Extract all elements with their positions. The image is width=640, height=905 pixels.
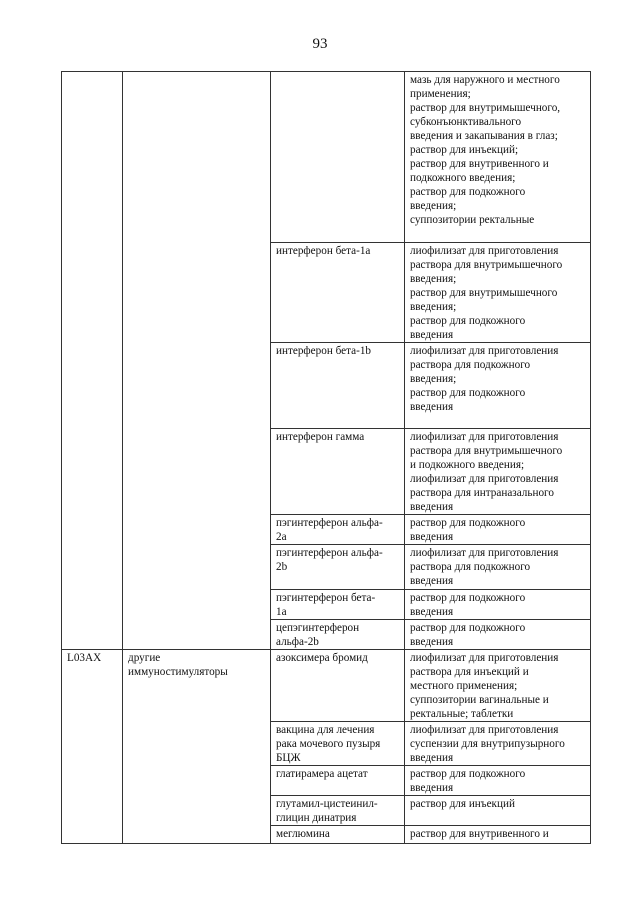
dosage-form-line: раствор для подкожного xyxy=(410,768,526,780)
dosage-form-line: раствора для интраназального xyxy=(410,487,554,499)
dosage-form-cell xyxy=(405,826,591,844)
table-row xyxy=(62,72,591,243)
dosage-form-cell xyxy=(405,766,591,796)
dosage-form-line: лиофилизат для приготовления xyxy=(410,547,559,559)
drug-name-line: пэгинтерферон бета- xyxy=(276,592,376,604)
drug-name-cell xyxy=(271,343,405,429)
drug-name-cell xyxy=(271,590,405,620)
dosage-form-line: раствор для подкожного xyxy=(410,186,526,198)
dosage-form-line: введения и закапывания в глаз; xyxy=(410,130,558,142)
dosage-form-line: введения xyxy=(410,575,454,587)
dosage-form-line: раствор для подкожного xyxy=(410,622,526,634)
drug-name-cell xyxy=(271,243,405,343)
dosage-form-line: раствора для подкожного xyxy=(410,561,531,573)
dosage-form-line: введения; xyxy=(410,200,457,212)
drug-name-line: интерферон гамма xyxy=(276,431,365,443)
group-name-line: иммуностимуляторы xyxy=(128,666,228,678)
dosage-form-line: введения; xyxy=(410,273,457,285)
group-name-line: другие xyxy=(128,652,161,664)
drug-name-line: вакцина для лечения xyxy=(276,724,375,736)
dosage-form-line: раствор для инъекций xyxy=(410,798,515,810)
dosage-form-line: лиофилизат для приготовления xyxy=(410,724,559,736)
drug-name-line: азоксимера бромид xyxy=(276,652,368,664)
dosage-form-cell xyxy=(405,796,591,826)
drug-name-line: 2a xyxy=(276,531,287,543)
dosage-form-line: лиофилизат для приготовления xyxy=(410,473,559,485)
drug-name-cell xyxy=(271,796,405,826)
dosage-form-line: суппозитории ректальные xyxy=(410,214,535,226)
dosage-form-cell xyxy=(405,515,591,545)
dosage-form-cell xyxy=(405,429,591,515)
dosage-form-cell xyxy=(405,72,591,243)
dosage-form-line: лиофилизат для приготовления xyxy=(410,652,559,664)
drug-name-line: альфа-2b xyxy=(276,636,319,648)
dosage-form-line: раствора для внутримышечного xyxy=(410,445,563,457)
dosage-form-line: раствор для подкожного xyxy=(410,517,526,529)
dosage-form-line: введения xyxy=(410,782,454,794)
dosage-form-line: раствор для инъекций; xyxy=(410,144,519,156)
dosage-form-cell xyxy=(405,650,591,722)
dosage-form-line: введения xyxy=(410,531,454,543)
dosage-form-line: ректальные; таблетки xyxy=(410,708,514,720)
dosage-form-line: применения; xyxy=(410,88,471,100)
drug-name-line: глицин динатрия xyxy=(276,812,357,824)
atc-code: L03AX xyxy=(67,652,102,664)
dosage-form-line: раствор для внутримышечного xyxy=(410,287,558,299)
drug-name-cell xyxy=(271,766,405,796)
drug-name-line: глутамил-цистеинил- xyxy=(276,798,378,810)
dosage-form-cell xyxy=(405,343,591,429)
dosage-form-cell xyxy=(405,545,591,590)
dosage-form-line: раствор для подкожного xyxy=(410,592,526,604)
dosage-form-cell xyxy=(405,722,591,766)
dosage-form-line: субконъюнктивального xyxy=(410,116,522,128)
drug-name-line: рака мочевого пузыря xyxy=(276,738,381,750)
drug-name-cell xyxy=(271,826,405,844)
drug-name-cell xyxy=(271,650,405,722)
dosage-form-line: введения xyxy=(410,636,454,648)
drug-name-line: глатирамера ацетат xyxy=(276,768,368,780)
dosage-form-line: местного применения; xyxy=(410,680,518,692)
dosage-form-line: введения; xyxy=(410,301,457,313)
dosage-form-line: раствор для подкожного xyxy=(410,387,526,399)
dosage-form-line: суспензии для внутрипузырного xyxy=(410,738,565,750)
atc-code-cell xyxy=(62,650,123,844)
drug-name-cell xyxy=(271,72,405,243)
dosage-form-cell xyxy=(405,590,591,620)
dosage-form-line: введения xyxy=(410,329,454,341)
group-name-cell xyxy=(123,650,271,844)
dosage-form-line: и подкожного введения; xyxy=(410,459,525,471)
dosage-form-line: лиофилизат для приготовления xyxy=(410,245,559,257)
table-row xyxy=(62,650,591,722)
drug-name-line: пэгинтерферон альфа- xyxy=(276,517,383,529)
dosage-form-line: раствора для инъекций и xyxy=(410,666,529,678)
drug-name-cell xyxy=(271,722,405,766)
drug-name-line: 1a xyxy=(276,606,287,618)
drug-name-cell xyxy=(271,620,405,650)
dosage-form-line: лиофилизат для приготовления xyxy=(410,345,559,357)
dosage-form-line: раствор для внутримышечного, xyxy=(410,102,561,114)
drug-name-line: 2b xyxy=(276,561,288,573)
drug-name-line: цепэгинтерферон xyxy=(276,622,360,634)
group-name-cell xyxy=(123,72,271,650)
dosage-form-line: суппозитории вагинальные и xyxy=(410,694,549,706)
dosage-form-cell xyxy=(405,620,591,650)
drug-name-line: интерферон бета-1b xyxy=(276,345,372,357)
dosage-form-line: раствора для подкожного xyxy=(410,359,531,371)
drug-name-line: пэгинтерферон альфа- xyxy=(276,547,383,559)
dosage-form-line: введения xyxy=(410,401,454,413)
drug-name-line: интерферон бета-1a xyxy=(276,245,371,257)
drug-table xyxy=(61,71,591,844)
dosage-form-line: подкожного введения; xyxy=(410,172,516,184)
drug-name-line: БЦЖ xyxy=(276,752,301,764)
drug-name-line: меглюмина xyxy=(276,828,330,840)
drug-name-cell xyxy=(271,545,405,590)
page-number: 93 xyxy=(312,36,328,52)
dosage-form-line: введения; xyxy=(410,373,457,385)
drug-name-cell xyxy=(271,429,405,515)
dosage-form-line: введения xyxy=(410,501,454,513)
dosage-form-line: раствор для подкожного xyxy=(410,315,526,327)
dosage-form-line: мазь для наружного и местного xyxy=(410,74,560,86)
dosage-form-line: лиофилизат для приготовления xyxy=(410,431,559,443)
drug-name-cell xyxy=(271,515,405,545)
dosage-form-line: раствор для внутривенного и xyxy=(410,158,549,170)
dosage-form-line: раствора для внутримышечного xyxy=(410,259,563,271)
atc-code-cell xyxy=(62,72,123,650)
dosage-form-line: введения xyxy=(410,752,454,764)
dosage-form-cell xyxy=(405,243,591,343)
dosage-form-line: введения xyxy=(410,606,454,618)
dosage-form-line: раствор для внутривенного и xyxy=(410,828,549,840)
